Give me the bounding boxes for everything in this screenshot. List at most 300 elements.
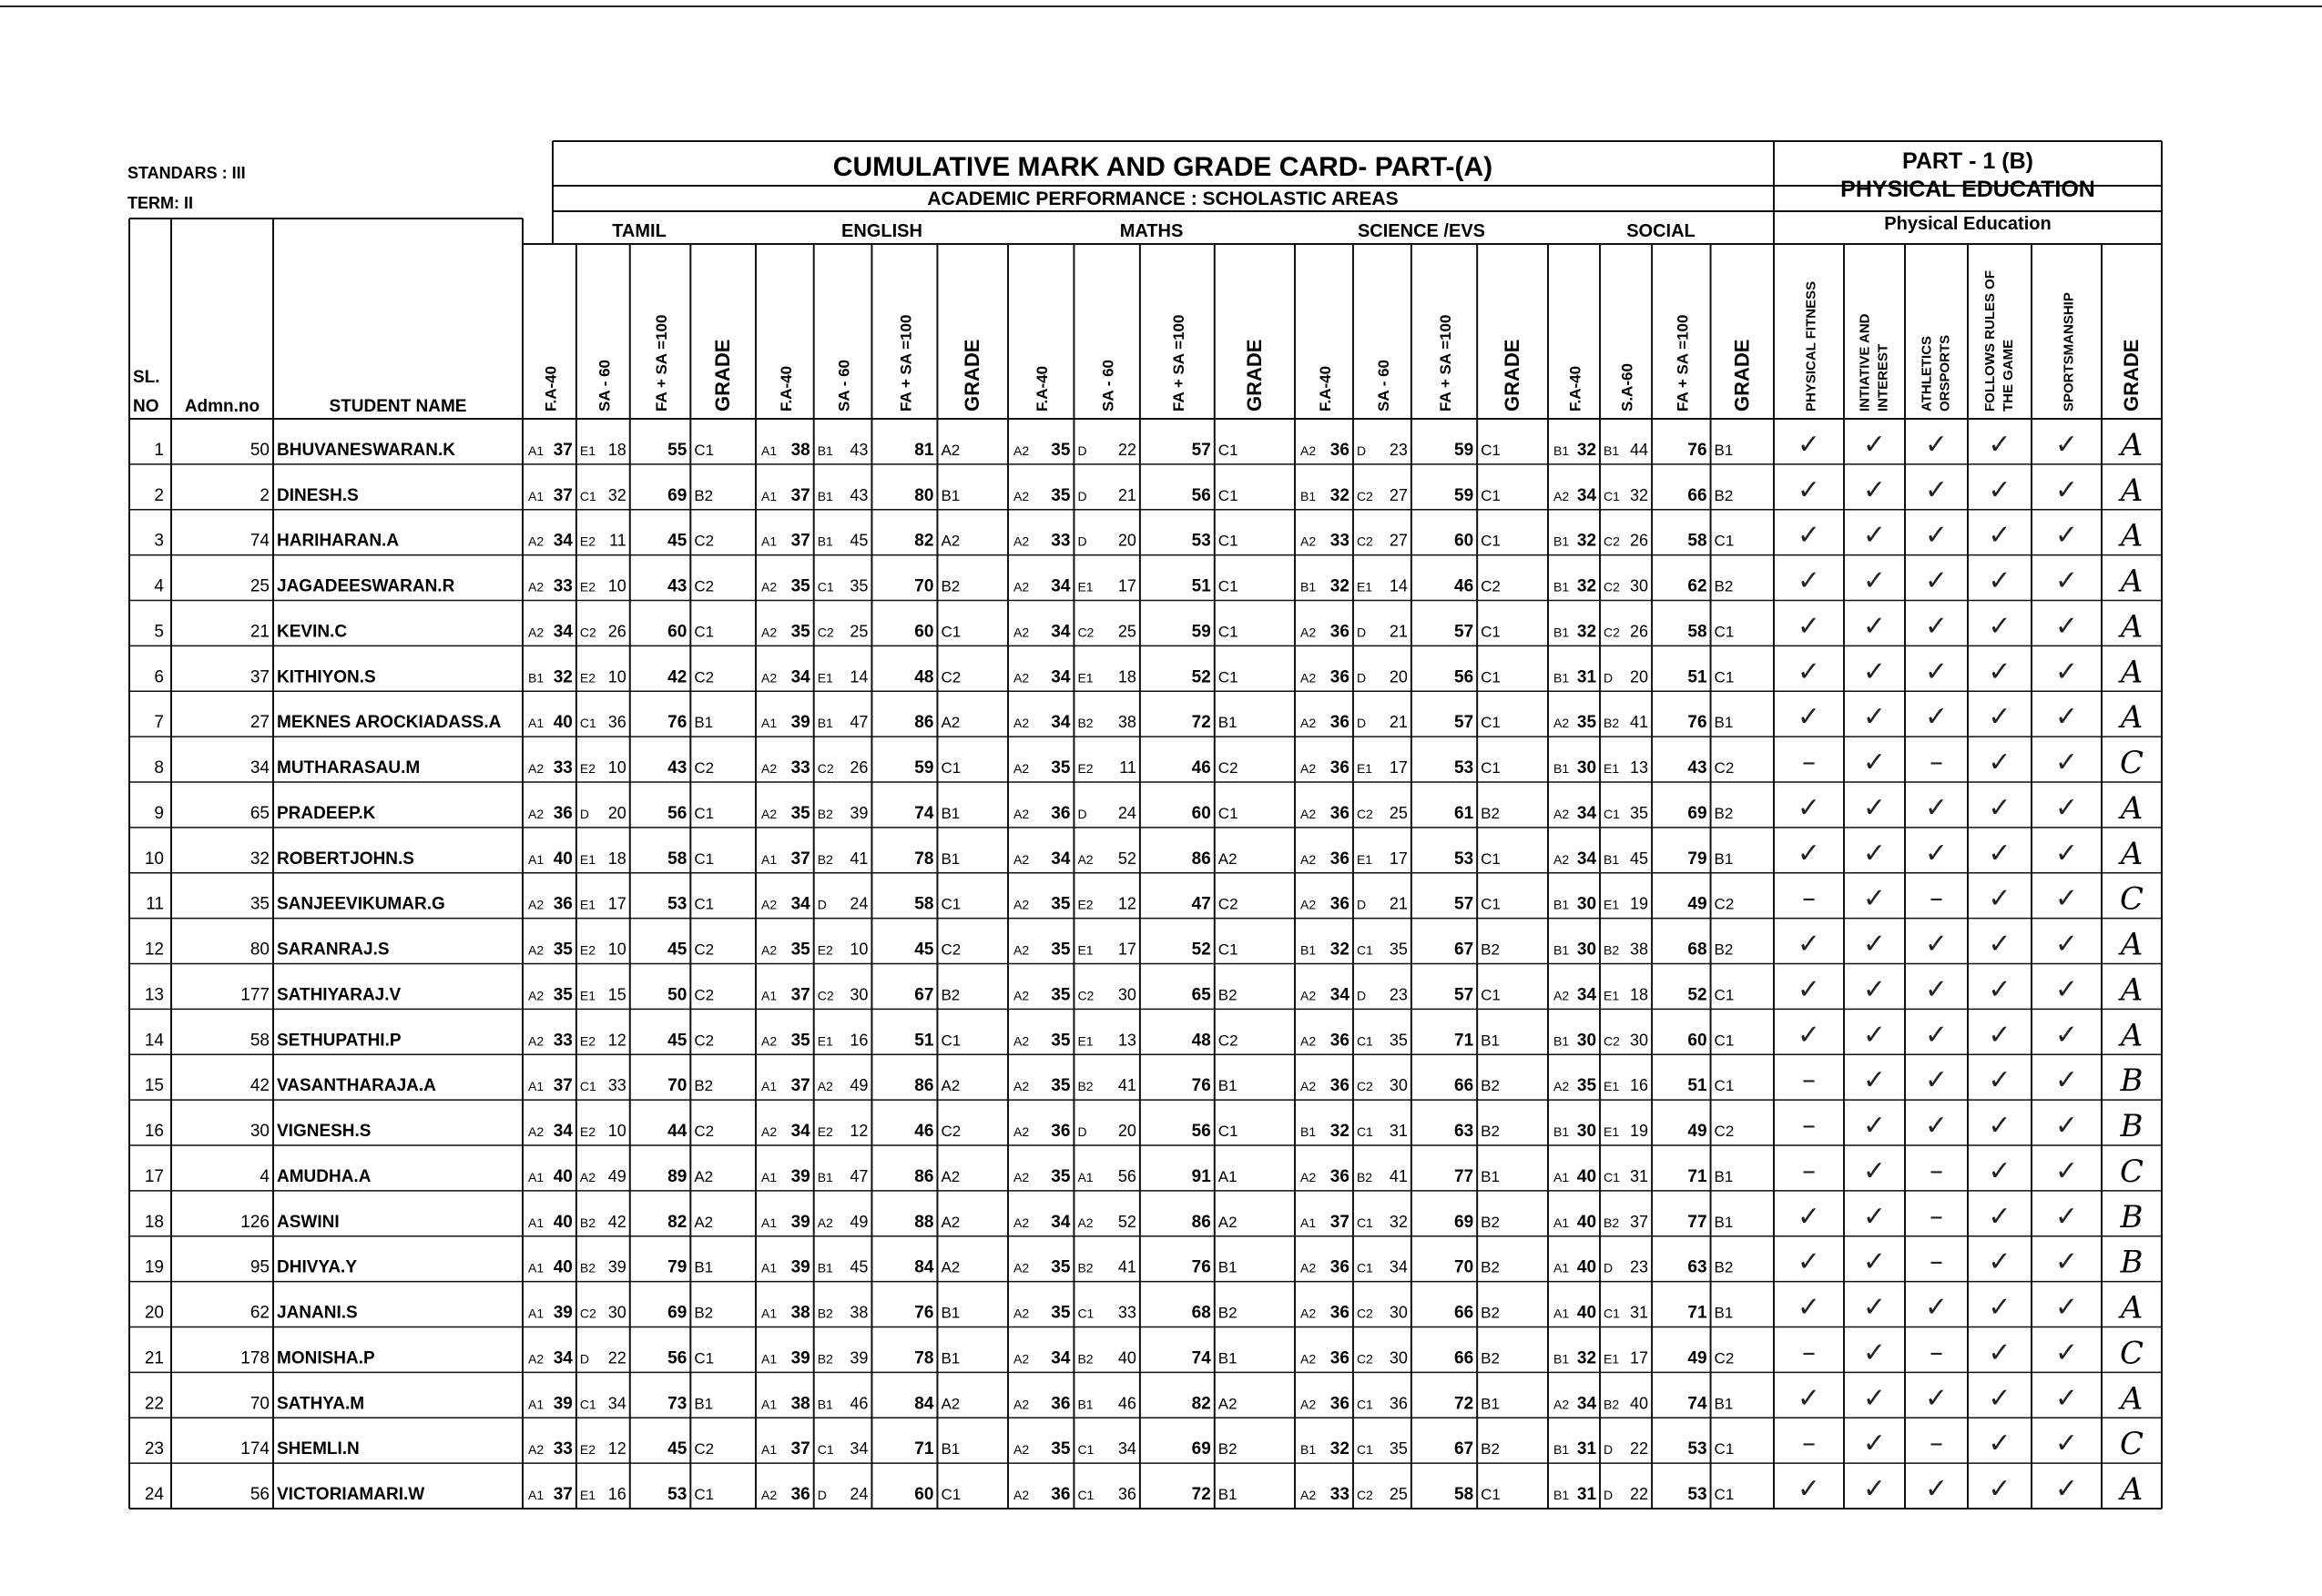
sa-header: S.A-60: [1618, 363, 1636, 412]
dash-mark-icon: –: [1802, 1428, 1816, 1460]
sa-mark: 10: [607, 758, 626, 777]
subject-grade: C1: [1217, 577, 1238, 595]
fa-grade: A2: [528, 806, 545, 821]
sa-grade: C2: [1356, 806, 1373, 821]
fa-mark: 32: [1329, 940, 1349, 960]
fa-grade: B1: [1553, 670, 1570, 686]
sl-no: 19: [144, 1257, 164, 1277]
total-mark: 86: [914, 713, 934, 733]
total-header: FA + SA =100: [897, 314, 915, 412]
fa-mark: 34: [1051, 713, 1071, 733]
fa-grade: A2: [1300, 988, 1317, 1003]
fa-grade: A2: [1013, 1033, 1030, 1049]
fa-mark: 32: [1329, 576, 1349, 596]
fa-mark: 35: [1051, 985, 1071, 1005]
total-mark: 45: [667, 531, 687, 551]
fa-mark: 34: [1051, 622, 1071, 642]
sa-mark: 22: [1117, 440, 1136, 459]
subject-grade: B1: [1714, 714, 1734, 732]
check-mark-icon: ✓: [1924, 928, 1949, 961]
check-mark-icon: ✓: [1862, 610, 1887, 643]
sa-mark: 26: [1630, 622, 1649, 641]
fa-grade: A2: [1553, 851, 1570, 867]
fa-grade: A1: [761, 1442, 778, 1458]
sa-mark: 31: [1630, 1166, 1649, 1185]
grade-header: GRADE: [1242, 339, 1266, 412]
sa-mark: 25: [850, 622, 869, 641]
total-mark: 61: [1454, 803, 1474, 823]
admn-no: 2: [260, 485, 270, 505]
sl-no: 16: [144, 1122, 164, 1141]
fa-grade: A1: [528, 1260, 545, 1276]
fa-grade: A2: [1013, 1442, 1030, 1458]
admn-no-header: Admn.no: [184, 397, 260, 416]
sa-mark: 17: [1117, 940, 1136, 959]
admn-no: 42: [250, 1076, 270, 1096]
fa-grade: B1: [528, 670, 545, 686]
fa-mark: 33: [1329, 1485, 1349, 1504]
sa-mark: 19: [1630, 894, 1649, 913]
pe-grade: A: [2120, 699, 2144, 737]
total-mark: 58: [1454, 1485, 1474, 1504]
check-mark-icon: ✓: [1988, 1110, 2011, 1142]
check-mark-icon: ✓: [1862, 882, 1887, 915]
sa-grade: E2: [1077, 761, 1094, 776]
fa-grade: A1: [761, 1351, 778, 1367]
check-mark-icon: ✓: [2054, 1245, 2079, 1278]
sa-grade: B2: [579, 1260, 596, 1276]
sa-grade: C1: [1604, 806, 1620, 821]
fa-mark: 37: [790, 1076, 810, 1096]
fa-grade: A2: [761, 1033, 778, 1049]
fa-mark: 34: [553, 1122, 573, 1141]
sa-mark: 38: [1117, 713, 1136, 732]
check-mark-icon: ✓: [2054, 1110, 2079, 1142]
subject-grade: B2: [1714, 1258, 1734, 1276]
check-mark-icon: ✓: [1988, 882, 2011, 915]
sa-mark: 24: [850, 894, 869, 913]
student-name: KITHIYON.S: [277, 667, 376, 687]
subject-grade: C1: [1481, 532, 1501, 550]
sa-grade: C2: [1604, 1033, 1620, 1049]
subject-grade: B1: [1217, 1349, 1237, 1367]
total-mark: 70: [667, 1076, 687, 1096]
fa-mark: 30: [1576, 758, 1597, 778]
dash-mark-icon: –: [1802, 882, 1816, 915]
fa-grade: A1: [761, 442, 778, 458]
total-mark: 60: [1454, 531, 1474, 551]
sa-mark: 20: [607, 803, 626, 822]
sa-mark: 45: [850, 1257, 869, 1276]
fa-mark: 40: [553, 1166, 573, 1186]
admn-no: 65: [250, 803, 270, 823]
check-mark-icon: ✓: [2054, 656, 2079, 688]
pe-header: ATHLETICS: [1919, 335, 1935, 412]
subject-grade: C1: [1481, 1486, 1501, 1503]
sa-grade: D: [1077, 534, 1087, 549]
sa-mark: 22: [607, 1348, 626, 1367]
pe-grade: B: [2120, 1244, 2144, 1281]
check-mark-icon: ✓: [1862, 791, 1887, 824]
total-mark: 56: [1191, 485, 1211, 505]
sl-no: 6: [154, 667, 164, 687]
subject-grade: C2: [1714, 1349, 1735, 1367]
total-mark: 50: [667, 985, 687, 1005]
total-mark: 51: [1687, 667, 1707, 687]
subject-grade: C2: [1714, 895, 1735, 913]
student-name: JANANI.S: [277, 1303, 358, 1323]
check-mark-icon: ✓: [1924, 1064, 1949, 1097]
sl-no: 15: [144, 1076, 164, 1096]
check-mark-icon: ✓: [1924, 1019, 1949, 1052]
sa-mark: 26: [607, 622, 626, 641]
fa-grade: A1: [761, 1306, 778, 1321]
fa-mark: 36: [1051, 1485, 1071, 1504]
fa-grade: B1: [1553, 1033, 1570, 1049]
sa-grade: E1: [579, 988, 596, 1003]
subject-grade: C2: [694, 759, 715, 777]
check-mark-icon: ✓: [1988, 1382, 2011, 1415]
check-mark-icon: ✓: [1988, 656, 2011, 688]
total-mark: 45: [667, 940, 687, 960]
sa-grade: B2: [817, 806, 833, 821]
fa-mark: 38: [790, 1394, 810, 1414]
fa-grade: A2: [528, 579, 545, 595]
fa-mark: 35: [1576, 713, 1597, 733]
fa-grade: A2: [1553, 806, 1570, 821]
check-mark-icon: ✓: [2054, 428, 2079, 461]
check-mark-icon: ✓: [2054, 701, 2079, 734]
check-mark-icon: ✓: [1988, 747, 2011, 778]
sa-grade: E1: [579, 851, 596, 867]
sa-mark: 34: [1117, 1439, 1136, 1459]
sa-mark: 40: [1630, 1394, 1649, 1413]
table-header: [133, 148, 2143, 416]
subject-grade: C1: [1481, 895, 1501, 913]
sa-grade: D: [1604, 1260, 1614, 1276]
sa-mark: 35: [850, 576, 869, 595]
sl-no: 21: [144, 1348, 164, 1368]
sa-mark: 18: [607, 440, 626, 459]
total-mark: 62: [1687, 576, 1707, 596]
check-mark-icon: ✓: [2054, 1473, 2079, 1505]
sa-grade: C1: [1356, 1215, 1373, 1230]
sa-grade: B2: [817, 1351, 833, 1367]
fa-grade: A2: [1013, 942, 1030, 958]
sa-mark: 33: [607, 1076, 626, 1095]
fa-mark: 40: [1576, 1303, 1597, 1323]
admn-no: 74: [250, 531, 270, 551]
fa-grade: A1: [528, 488, 545, 503]
grade-header: GRADE: [961, 339, 984, 412]
total-mark: 76: [1191, 1076, 1211, 1096]
sa-mark: 30: [607, 1303, 626, 1322]
check-mark-icon: ✓: [1862, 973, 1887, 1006]
sa-grade: C2: [817, 625, 834, 640]
sa-grade: E1: [1604, 1079, 1620, 1094]
total-mark: 68: [1191, 1303, 1211, 1323]
subject-grade: B2: [1714, 486, 1734, 504]
total-mark: 69: [1687, 803, 1707, 823]
fa-mark: 36: [1329, 1076, 1349, 1096]
sa-mark: 31: [1389, 1122, 1408, 1140]
fa-grade: A2: [528, 625, 545, 640]
sa-mark: 10: [607, 940, 626, 959]
sa-mark: 46: [1117, 1394, 1136, 1413]
check-mark-icon: ✓: [1797, 701, 1821, 734]
fa-mark: 35: [1051, 940, 1071, 960]
sa-mark: 35: [1389, 1439, 1408, 1459]
fa-mark: 34: [1051, 849, 1071, 869]
grade-header: GRADE: [1501, 339, 1524, 412]
pe-grade: C: [2119, 1426, 2144, 1463]
subject-grade: B2: [1714, 940, 1734, 959]
total-mark: 60: [914, 622, 934, 642]
fa-mark: 36: [1329, 849, 1349, 869]
sa-grade: E2: [579, 942, 596, 958]
sa-mark: 38: [850, 1303, 869, 1322]
total-mark: 86: [914, 1166, 934, 1186]
fa-mark: 36: [1329, 803, 1349, 823]
fa-mark: 30: [1576, 940, 1597, 960]
fa-grade: A2: [1300, 1306, 1317, 1321]
check-mark-icon: ✓: [1924, 473, 1949, 506]
subject-grade: C1: [1481, 986, 1501, 1004]
sa-grade: D: [1356, 625, 1367, 640]
fa-mark: 39: [553, 1394, 573, 1414]
sa-mark: 30: [850, 985, 869, 1004]
dash-mark-icon: –: [1802, 747, 1816, 778]
check-mark-icon: ✓: [1988, 1473, 2011, 1505]
total-mark: 66: [1454, 1076, 1474, 1096]
subject-grade: C2: [941, 1123, 962, 1140]
fa-mark: 37: [553, 1485, 573, 1504]
student-name: DHIVYA.Y: [277, 1257, 357, 1277]
sa-mark: 25: [1389, 803, 1408, 822]
subject-grade: C1: [1481, 849, 1501, 868]
fa-grade: A2: [1013, 851, 1030, 867]
fa-grade: A2: [1300, 806, 1317, 821]
fa-mark: 40: [1576, 1257, 1597, 1277]
sa-mark: 26: [850, 758, 869, 777]
fa-mark: 32: [1576, 1348, 1597, 1368]
sa-mark: 20: [1630, 667, 1649, 686]
fa-mark: 33: [1329, 531, 1349, 551]
admn-no: 37: [250, 667, 270, 687]
subject-grade: B2: [1481, 1213, 1500, 1231]
subject-grade: A2: [1217, 849, 1237, 868]
subject-grade: C1: [1481, 441, 1501, 459]
sa-mark: 23: [1389, 985, 1408, 1004]
fa-grade: A2: [1013, 625, 1030, 640]
check-mark-icon: ✓: [1988, 519, 2011, 552]
fa-mark: 33: [553, 1031, 573, 1051]
check-mark-icon: ✓: [1988, 837, 2011, 869]
total-mark: 74: [914, 803, 934, 823]
sa-header: SA - 60: [1374, 359, 1392, 412]
fa-grade: A2: [1013, 806, 1030, 821]
subject-grade: B2: [941, 577, 961, 595]
sa-grade: D: [1077, 488, 1087, 503]
fa-grade: A2: [1013, 1351, 1030, 1367]
sa-mark: 12: [607, 1031, 626, 1050]
fa-grade: A2: [1013, 579, 1030, 595]
student-name: DINESH.S: [277, 485, 359, 505]
sa-mark: 16: [607, 1485, 626, 1503]
sa-header: SA - 60: [835, 359, 853, 412]
fa-mark: 34: [790, 1122, 810, 1141]
check-mark-icon: ✓: [1988, 1245, 2011, 1278]
check-mark-icon: ✓: [1797, 473, 1821, 506]
sa-mark: 21: [1117, 485, 1136, 504]
sa-mark: 22: [1630, 1439, 1649, 1459]
total-mark: 60: [1687, 1031, 1707, 1051]
sl-no: 18: [144, 1212, 164, 1232]
pe-grade: A: [2120, 1380, 2144, 1418]
total-header: FA + SA =100: [653, 314, 671, 412]
total-mark: 89: [667, 1166, 687, 1186]
part-b-subtitle: PHYSICAL EDUCATION: [1840, 177, 2095, 202]
sa-mark: 41: [850, 849, 869, 868]
fa-grade: A2: [1553, 1079, 1570, 1094]
subject-grade: C1: [1217, 1123, 1238, 1140]
total-mark: 42: [667, 667, 687, 687]
total-mark: 63: [1454, 1122, 1474, 1141]
check-mark-icon: ✓: [2054, 791, 2079, 824]
pe-header: GRADE: [2120, 339, 2143, 412]
sa-grade: D: [1356, 442, 1367, 458]
subject-grade: B1: [1217, 714, 1237, 732]
sa-mark: 35: [1389, 940, 1408, 959]
fa-grade: A1: [1553, 1260, 1570, 1276]
total-mark: 60: [667, 622, 687, 642]
check-mark-icon: ✓: [1797, 1382, 1821, 1415]
sa-mark: 32: [607, 485, 626, 504]
subject-grade: B1: [1481, 1395, 1500, 1413]
pe-grade: B: [2120, 1198, 2144, 1235]
fa-grade: A2: [761, 897, 778, 912]
fa-mark: 36: [790, 1485, 810, 1504]
check-mark-icon: ✓: [2054, 1382, 2079, 1415]
sl-no: 7: [154, 713, 164, 733]
total-mark: 78: [914, 1348, 934, 1368]
check-mark-icon: ✓: [2054, 747, 2079, 778]
total-header: FA + SA =100: [1169, 314, 1187, 412]
subject-grade: C2: [1217, 759, 1238, 777]
fa-grade: A2: [528, 761, 545, 776]
subject-grade: B1: [1217, 1077, 1237, 1095]
check-mark-icon: ✓: [1862, 1291, 1887, 1324]
sa-grade: B1: [1604, 442, 1620, 458]
subject-grade: A2: [941, 1167, 961, 1185]
total-mark: 82: [1191, 1394, 1211, 1414]
fa-mark: 35: [1576, 1076, 1597, 1096]
sa-grade: A1: [1077, 1169, 1094, 1184]
fa-grade: A2: [761, 625, 778, 640]
total-mark: 56: [667, 1348, 687, 1368]
fa-mark: 35: [790, 622, 810, 642]
check-mark-icon: ✓: [2054, 1291, 2079, 1324]
fa-grade: A2: [761, 806, 778, 821]
sa-mark: 10: [607, 667, 626, 686]
total-mark: 76: [914, 1303, 934, 1323]
admn-no: 30: [250, 1122, 270, 1141]
pe-header: PHYSICAL FITNESS: [1803, 280, 1819, 412]
subject-grade: C1: [694, 441, 715, 459]
fa-grade: A2: [761, 579, 778, 595]
fa-grade: B1: [1300, 942, 1317, 958]
fa-mark: 36: [1051, 803, 1071, 823]
total-header: FA + SA =100: [1674, 314, 1692, 412]
fa-mark: 35: [790, 576, 810, 596]
sl-no: 14: [144, 1031, 164, 1051]
fa-mark: 35: [790, 803, 810, 823]
subject-grade: C1: [694, 1486, 715, 1503]
fa-mark: 34: [1576, 849, 1597, 869]
student-name: VIGNESH.S: [277, 1122, 372, 1141]
fa-grade: B1: [1300, 1124, 1317, 1139]
student-name: BHUVANESWARAN.K: [277, 440, 455, 460]
admn-no: 58: [250, 1031, 270, 1051]
fa-grade: A2: [761, 942, 778, 958]
fa-grade: A1: [528, 1306, 545, 1321]
sa-grade: C1: [1604, 1306, 1620, 1321]
fa-grade: A1: [528, 1215, 545, 1230]
sa-mark: 18: [607, 849, 626, 868]
fa-mark: 40: [553, 1257, 573, 1277]
student-name: AMUDHA.A: [277, 1166, 372, 1186]
subject-grade: B1: [1714, 1304, 1734, 1322]
total-mark: 66: [1687, 485, 1707, 505]
fa-mark: 31: [1576, 1485, 1597, 1504]
fa-mark: 32: [1329, 485, 1349, 505]
subject-grade: C1: [941, 1032, 962, 1050]
check-mark-icon: ✓: [1988, 973, 2011, 1006]
fa-grade: B1: [1300, 579, 1317, 595]
check-mark-icon: ✓: [1797, 564, 1821, 597]
check-mark-icon: ✓: [1862, 1337, 1887, 1369]
total-mark: 76: [667, 713, 687, 733]
student-name: JAGADEESWARAN.R: [277, 576, 455, 596]
subject-grade: C1: [1481, 759, 1501, 777]
sa-grade: E1: [1356, 851, 1373, 867]
check-mark-icon: ✓: [1862, 1019, 1887, 1052]
check-mark-icon: ✓: [1988, 1337, 2011, 1369]
fa-mark: 37: [553, 440, 573, 460]
sa-grade: B1: [817, 534, 833, 549]
pe-grade: B: [2120, 1062, 2144, 1100]
sa-mark: 56: [1117, 1166, 1136, 1185]
subject-grade: C2: [694, 532, 715, 550]
admn-no: 21: [250, 622, 270, 642]
fa-mark: 34: [1051, 667, 1071, 687]
fa-grade: B1: [1553, 761, 1570, 776]
sa-mark: 31: [1630, 1303, 1649, 1322]
total-mark: 78: [914, 849, 934, 869]
sa-mark: 30: [1389, 1303, 1408, 1322]
sa-grade: C1: [579, 1079, 596, 1094]
sa-grade: B1: [1604, 851, 1620, 867]
fa-mark: 39: [553, 1303, 573, 1323]
pe-grade: A: [2120, 1471, 2144, 1508]
total-mark: 65: [1191, 985, 1211, 1005]
check-mark-icon: ✓: [1862, 564, 1887, 597]
fa-mark: 32: [1576, 440, 1597, 460]
dash-mark-icon: –: [1802, 1064, 1816, 1097]
subject-grade: B2: [694, 486, 714, 504]
student-name: ROBERTJOHN.S: [277, 849, 414, 869]
sa-grade: C2: [1604, 534, 1620, 549]
